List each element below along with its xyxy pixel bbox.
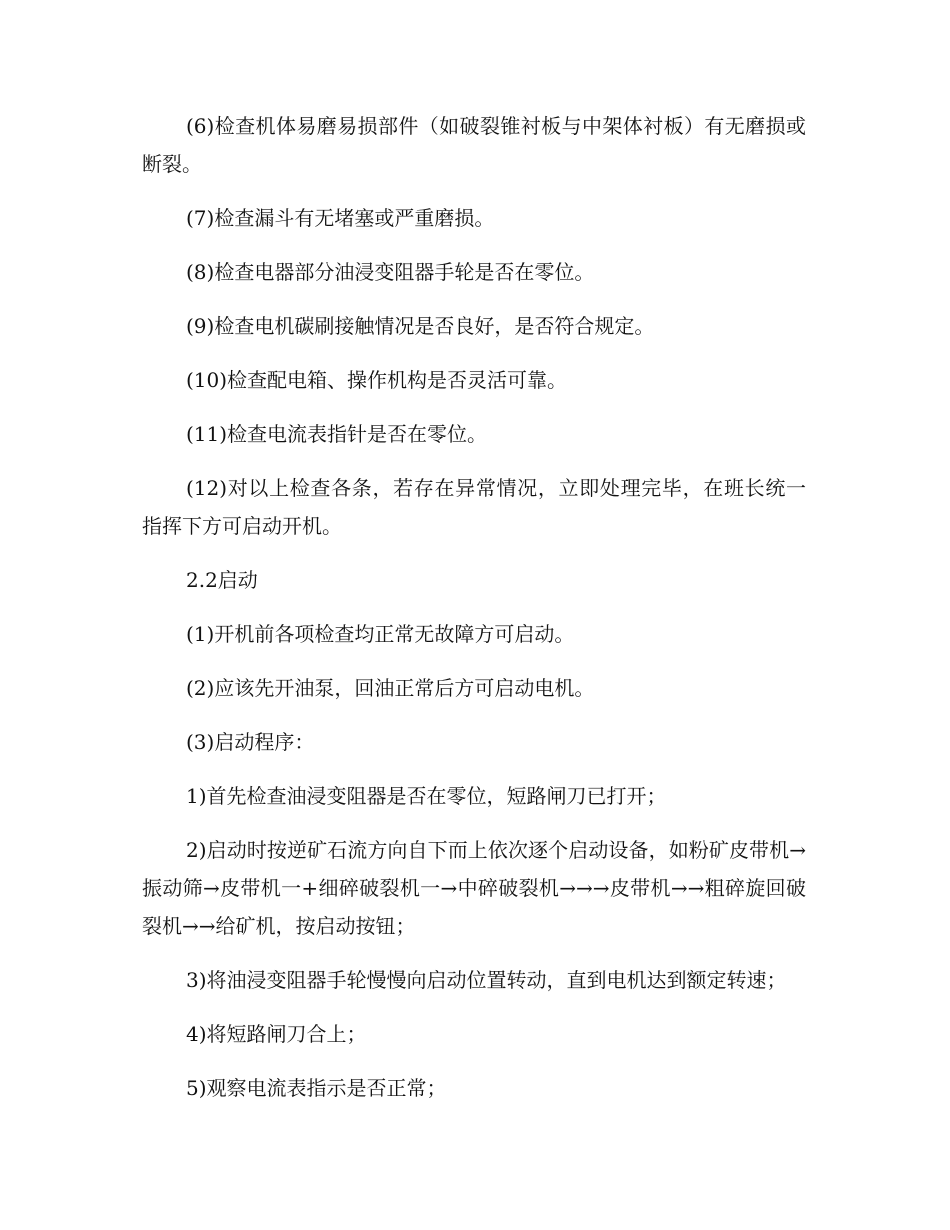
paragraph-startup-3: (3)启动程序： (186, 730, 315, 754)
paragraph-check-6: (6)检查机体易磨易损部件（如破裂锥衬板与中架体衬板）有无磨损或断裂。 (142, 114, 806, 176)
paragraph-step-4: 4)将短路闸刀合上； (186, 1022, 367, 1046)
paragraph-check-12: (12)对以上检查各条，若存在异常情况，立即处理完毕，在班长统一指挥下方可启动开机。 (142, 476, 806, 538)
paragraph-step-1: 1)首先检查油浸变阻器是否在零位，短路闸刀已打开； (186, 784, 667, 808)
document-body (142, 107, 806, 1107)
paragraph-check-7: (7)检查漏斗有无堵塞或严重磨损。 (186, 206, 495, 230)
paragraph-check-10: (10)检查配电箱、操作机构是否灵活可靠。 (186, 368, 568, 392)
paragraph-step-3: 3)将油浸变阻器手轮慢慢向启动位置转动，直到电机达到额定转速； (186, 968, 787, 992)
paragraph-check-11: (11)检查电流表指针是否在零位。 (186, 422, 488, 446)
paragraph-check-8: (8)检查电器部分油浸变阻器手轮是否在零位。 (186, 260, 595, 284)
section-heading-startup: 2.2启动 (186, 568, 258, 592)
paragraph-step-5: 5)观察电流表指示是否正常； (186, 1076, 447, 1100)
paragraph-startup-1: (1)开机前各项检查均正常无故障方可启动。 (186, 622, 575, 646)
paragraph-step-2: 2)启动时按逆矿石流方向自下而上依次逐个启动设备，如粉矿皮带机→振动筛→皮带机一+细碎破裂机一→中碎破裂机→→→皮带机→→粗碎旋回破裂机→→给矿机，按启动按钮； (142, 838, 806, 938)
paragraph-check-9: (9)检查电机碳刷接触情况是否良好，是否符合规定。 (186, 314, 655, 338)
paragraph-startup-2: (2)应该先开油泵，回油正常后方可启动电机。 (186, 676, 595, 700)
